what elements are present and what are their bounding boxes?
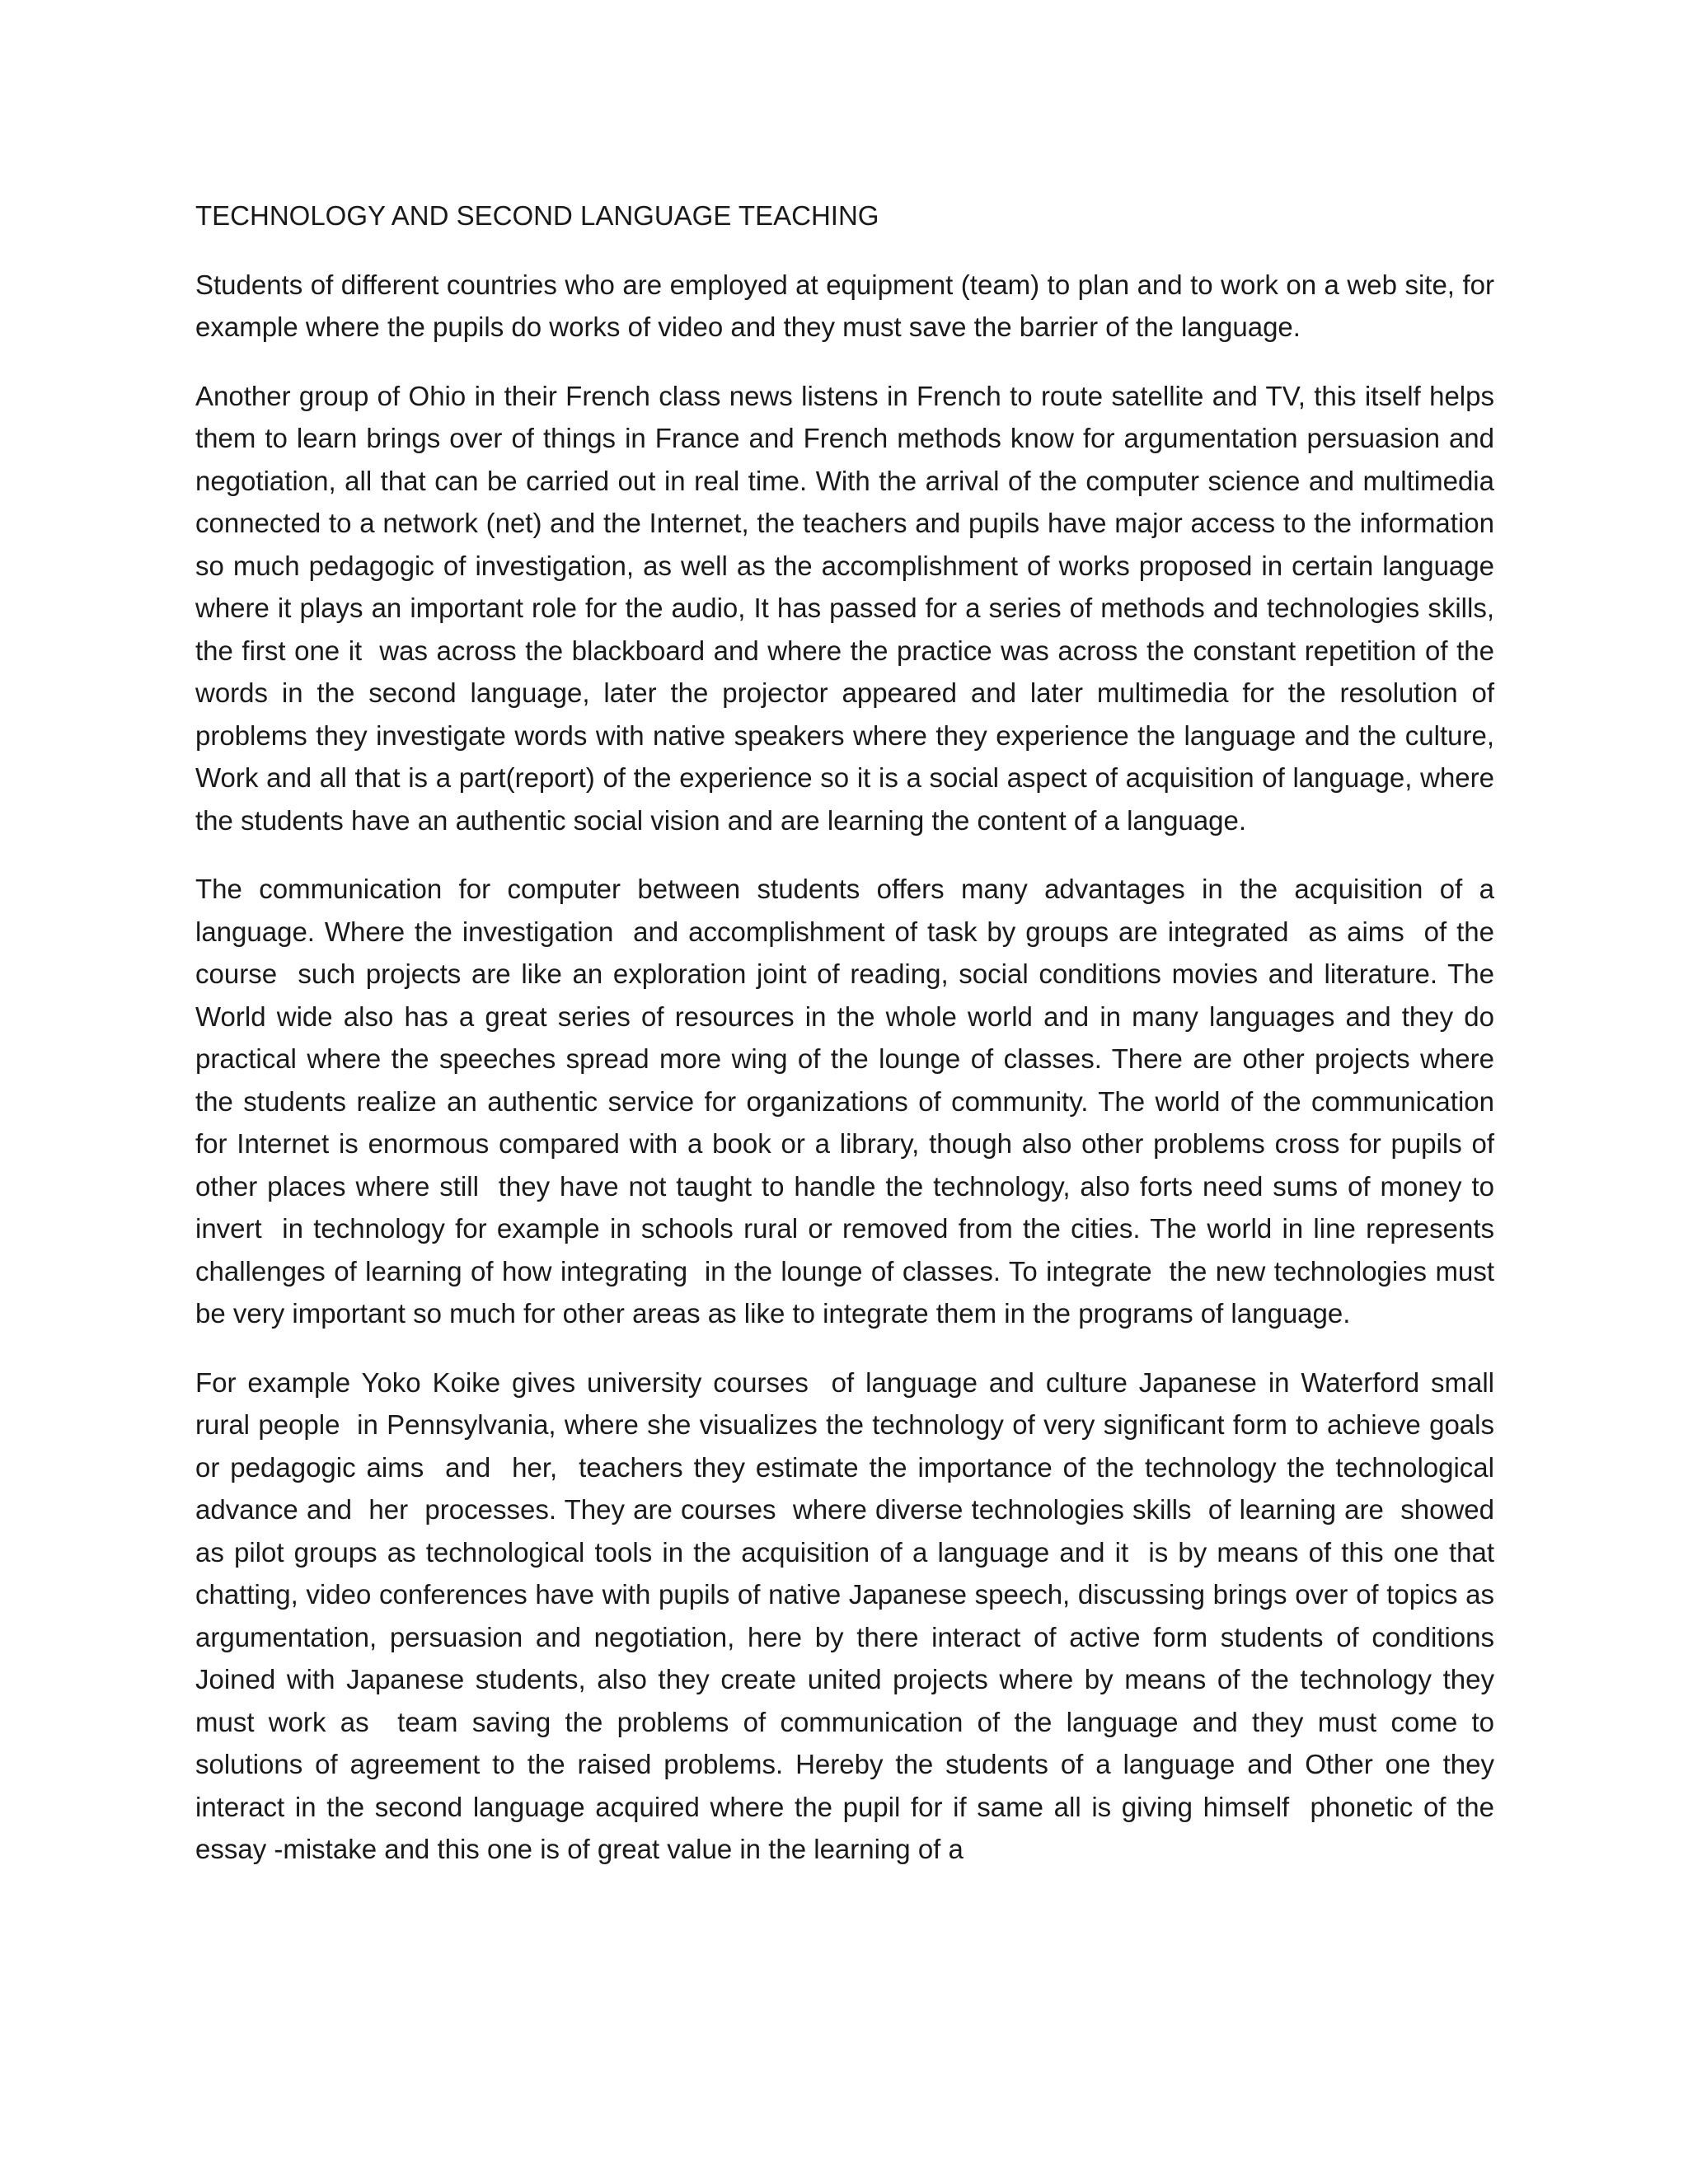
paragraph-3: The communication for computer between students offers many advantages in the acquisition of a language. Where the investigation and accomplishment of task by groups are integrated as aims of the course such projects are like an exploration joint of reading, social conditions movies and literature. The World wide also has a great series of resources in the whole world and in many languages and they do practical where the speeches spread more wing of the lounge of classes. There are other projects where the students realize an authentic service for organizations of community. The world of the communication for Internet is enormous compared with a book or a library, though also other problems cross for pupils of other places where still they have not taught to handle the technology, also forts need sums of money to invert in technology for example in schools rural or removed from the cities. The world in line represents challenges of learning of how integrating in the lounge of classes. To integrate the new technologies must be very important so much for other areas as like to integrate them in the programs of language. xyxy=(195,874,1510,1329)
paragraph-4: For example Yoko Koike gives university courses of language and culture Japanese in Waterford small rural people in Pennsylvania, where she visualizes the technology of very significant form to achieve goals or pedagogic aims and her, teachers they estimate the importance of the technology the technological advance and her processes. They are courses where diverse technologies skills of learning are showed as pilot groups as technological tools in the acquisition of a language and it is by means of this one that chatting, video conferences have with pupils of native Japanese speech, discussing brings over of topics as argumentation, persuasion and negotiation, here by there interact of active form students of conditions Joined with Japanese students, also they create united projects where by means of the technology they must work as team saving the problems of communication of the language and they must come to solutions of agreement to the raised problems. Hereby the students of a language and Other one they interact in the second language acquired where the pupil for if same all is giving himself phonetic of the essay -mistake and this one is of great value in the learning of a xyxy=(195,1366,1510,1864)
document-title: TECHNOLOGY AND SECOND LANGUAGE TEACHING xyxy=(195,200,879,231)
document-body xyxy=(195,194,1510,1897)
paragraph-1: Students of different countries who are employed at equipment (team) to plan and to work on a web site, for example where the pupils do works of video and they must save the barrier of the language. xyxy=(195,269,1503,342)
paragraph-2: Another group of Ohio in their French class news listens in French to route satellite and TV, this itself helps them to learn brings over of things in France and French methods know for argumentation persuasion and negotiation, all that can be carried out in real time. With the arrival of the computer science and multimedia connected to a network (net) and the Internet, the teachers and pupils have major access to the information so much pedagogic of investigation, as well as the accomplishment of works proposed in certain language where it plays an important role for the audio, It has passed for a series of methods and technologies skills, the first one it was across the blackboard and where the practice was across the constant repetition of the words in the second language, later the projector appeared and later multimedia for the resolution of problems they investigate words with native speakers where they experience the language and the culture, Work and all that is a part(report) of the experience so it is a social aspect of acquisition of language, where the students have an authentic social vision and are learning the content of a language. xyxy=(195,380,1510,836)
